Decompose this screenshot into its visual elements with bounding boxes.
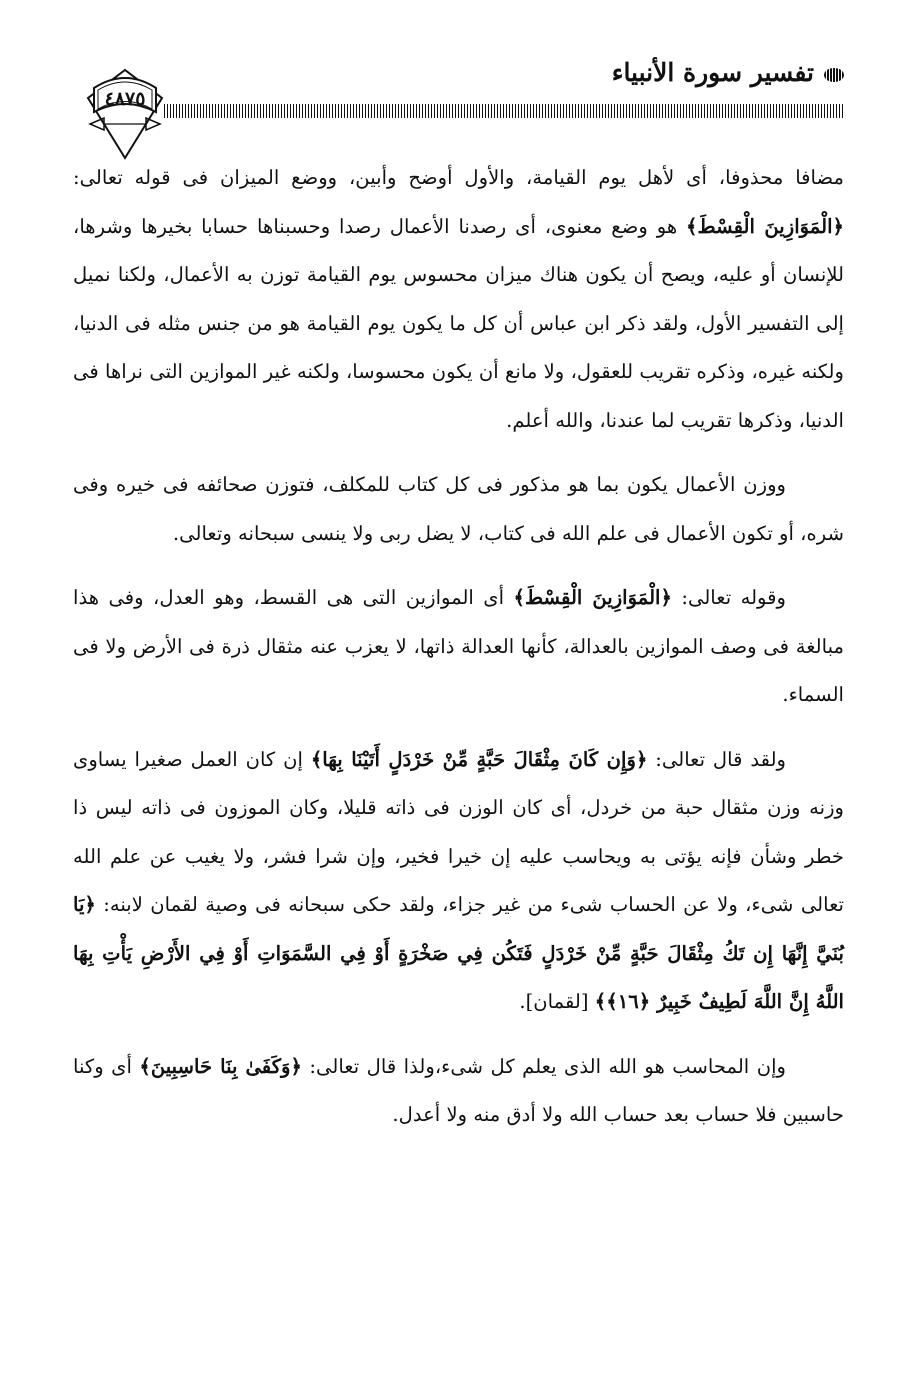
paragraph-text: أى وكنا حاسبين فلا حساب بعد حساب الله ولا أدق منه ولا أعدل. <box>73 1054 844 1126</box>
paragraph-text: هو وضع معنوى، أى رصدنا الأعمال رصدا وحسبناها حسابا بخيرها وشرها، للإنسان أو عليه، ويصح أن يكون هناك ميزان محسوس يوم القيامة توزن به الأعمال، ولكنا نميل إلى التفسير الأول، ولقد ذكر ابن عباس أن كل ما يكون يوم القيامة هو من جنس مثله فى الدنيا، ولكنه غيره، وذكره تقريب للعقول، ولا مانع أن يكون محسوسا، ولكنه غير الموازين التى نراها فى الدنيا، وذكرها تقريب لما عندنا، والله أعلم. <box>73 214 844 432</box>
body-text <box>73 154 844 1140</box>
paragraph <box>73 154 844 445</box>
quran-verse: ﴿الْمَوَازِينَ الْقِسْطَ﴾ <box>686 214 844 238</box>
paragraph-text: أى الموازين التى هى القسط، وهو العدل، وفى هذا مبالغة فى وصف الموازين بالعدالة، كأنها العدالة ذاتها، لا يعزب عنه مثقال ذرة فى الأرض ولا فى السماء. <box>73 586 844 706</box>
paragraph-text: ووزن الأعمال يكون بما هو مذكور فى كل كتاب للمكلف، فتوزن صحائفه فى خيره وفى شره، أو تكون الأعمال فى علم الله فى كتاب، لا يضل ربى ولا ينسى سبحانه وتعالى. <box>73 473 844 545</box>
paragraph-text: ولقد قال تعالى: <box>647 747 786 771</box>
quran-verse: ﴿الْمَوَازِينَ الْقِسْطَ﴾ <box>513 586 672 609</box>
ornament-icon <box>824 68 844 82</box>
paragraph-text: إن كان العمل صغيرا يساوى وزنه وزن مثقال حبة من خردل، أى كان الوزن فى ذاته قليلا، وكان الموزون فى ذاته ليس ذا خطر وشأن فإنه يؤتى به ويحاسب عليه إن خيرا فخير، وإن شرا فشر، ولا يغيب عن علم الله تعالى شىء، ولا عن الحساب شىء من غير جزاء، ولقد حكى سبحانه فى وصية لقمان لابنه: <box>73 747 844 916</box>
paragraph-text: [لقمان]. <box>519 990 595 1013</box>
paragraph-text: مضافا محذوفا، أى لأهل يوم القيامة، والأول أوضح وأبين، ووضع الميزان فى قوله تعالى: <box>73 166 844 189</box>
quran-verse: ﴿وَإِن كَانَ مِثْقَالَ حَبَّةٍ مِّنْ خَرْدَلٍ أَتَيْنَا بِهَا﴾ <box>310 747 648 771</box>
page-number: ٤٨٧٥ <box>104 88 146 110</box>
page-header <box>84 58 844 158</box>
paragraph-text: وقوله تعالى: <box>671 586 786 609</box>
paragraph-text: وإن المحاسب هو الله الذى يعلم كل شىء،ولذا قال تعالى: <box>301 1054 786 1078</box>
header-rule <box>164 104 844 118</box>
quran-verse: ﴿يَا بُنَيَّ إِنَّهَا إِن تَكُ مِثْقَالَ حَبَّةٍ مِّنْ خَرْدَلٍ فَتَكُن فِي صَخْرَةٍ أَوْ فِي السَّمَوَاتِ أَوْ فِي الأَرْضِ يَأْتِ بِهَا اللَّهُ إِنَّ اللَّهَ لَطِيفٌ خَبِيرٌ ﴿١٦﴾﴾ <box>73 893 844 1013</box>
running-title: تفسير سورة الأنبياء <box>611 58 814 87</box>
paragraph <box>73 736 844 1027</box>
paragraph <box>73 574 844 720</box>
quran-verse: ﴿وَكَفَىٰ بِنَا حَاسِبِينَ﴾ <box>139 1054 302 1078</box>
page-number-badge-icon <box>84 66 166 162</box>
paragraph <box>73 461 844 558</box>
paragraph <box>73 1043 844 1140</box>
